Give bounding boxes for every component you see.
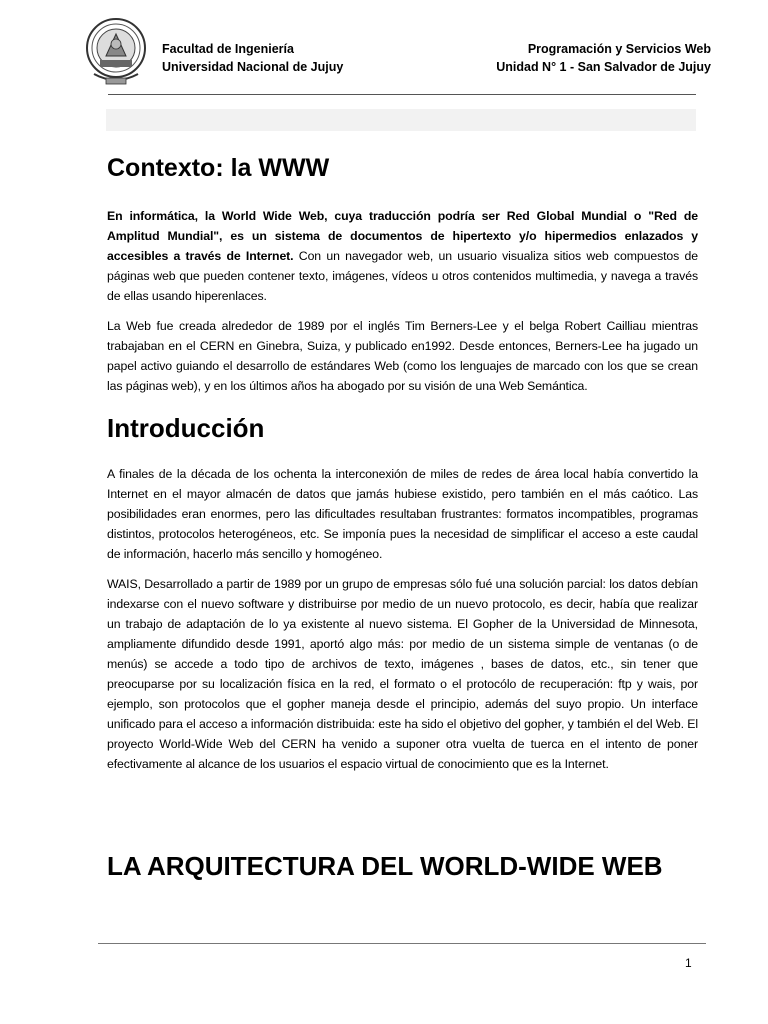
paragraph-introduccion-1: A finales de la década de los ochenta la interconexión de miles de redes de área local había convertido la Internet en el mayor almacén de datos que jamás hubiese existido, pero también en el más caótico. Las posibilidades eran enormes, pero las dificultades resultaban frustrantes: formatos incompatibles, programas distintos, protocolos heterogéneos, etc. Se imponía pues la necesidad de simplificar el acceso a este caudal de información, hacerlo más sencillo y homogéneo. [107,467,698,561]
paragraph-introduccion-2: WAIS, Desarrollado a partir de 1989 por un grupo de empresas sólo fué una solución parcial: los datos debían indexarse con el nuevo software y distribuirse por medio de un nuevo protocolo, es decir, había que realizar un trabajo de adaptación de lo ya existente al nuevo sistema. El Gopher de la Universidad de Minnesota, ampliamente difundido desde 1991, aportó algo más: por medio de un sistema simple de ventanas (o de menús) se accede a todo tipo de archivos de texto, imágenes , bases de datos, etc., sin tener que preocuparse por su localización física en la red, el formato o el protocólo de recuperación: ftp y wais, por ejemplo, son protocolos que el gopher maneja desde el principio, además del suyo propio. Un interface unificado para el acceso a información distribuida: este ha sido el objetivo del gopher, y también el del Web. El proyecto World-Wide Web del CERN ha venido a suponer otra vuelta de tuerca en el intento de poner efectivamente al alcance de los usuarios el espacio virtual de conocimiento que es la Internet. [107,577,698,771]
header-right [496,40,711,76]
university-name: Universidad Nacional de Jujuy [162,60,344,74]
faculty-name: Facultad de Ingeniería [162,42,294,56]
heading-arquitectura: LA ARQUITECTURA DEL WORLD-WIDE WEB [107,851,663,881]
document-body [107,150,698,884]
page-number: 1 [685,956,692,970]
footer-divider [98,943,706,944]
unit-location: Unidad N° 1 - San Salvador de Jujuy [496,60,711,74]
course-name: Programación y Servicios Web [527,42,711,56]
shaded-band [106,109,696,131]
heading-contexto: Contexto: la WWW [107,154,330,182]
paragraph-contexto-1-bold: En informática, la World Wide Web, cuya traducción podría ser Red Global Mundial o "Red de Amplitud Mundial", es un sistema de documentos de hipertexto y/o hipermedios enlazados y accesibles a través de Internet. [107,209,698,263]
paragraph-contexto-1-rest: Con un navegador web, un usuario visualiza sitios web compuestos de páginas web que pueden contener texto, imágenes, vídeos u otros contenidos multimedia, y navega a través de ellas usando hiperenlaces. [107,249,698,303]
university-seal-icon [84,16,148,88]
header-divider [108,94,696,95]
header-left [162,40,343,76]
paragraph-contexto-1 [107,206,698,306]
heading-introduccion: Introducción [107,413,265,443]
paragraph-contexto-2: La Web fue creada alrededor de 1989 por el inglés Tim Berners-Lee y el belga Robert Cailliau mientras trabajaban en el CERN en Ginebra, Suiza, y publicado en1992. Desde entonces, Berners-Lee ha jugado un papel activo guiando el desarrollo de estándares Web (como los lenguajes de marcado con los que se crean las páginas web), y en los últimos años ha abogado por su visión de una Web Semántica. [107,319,698,393]
